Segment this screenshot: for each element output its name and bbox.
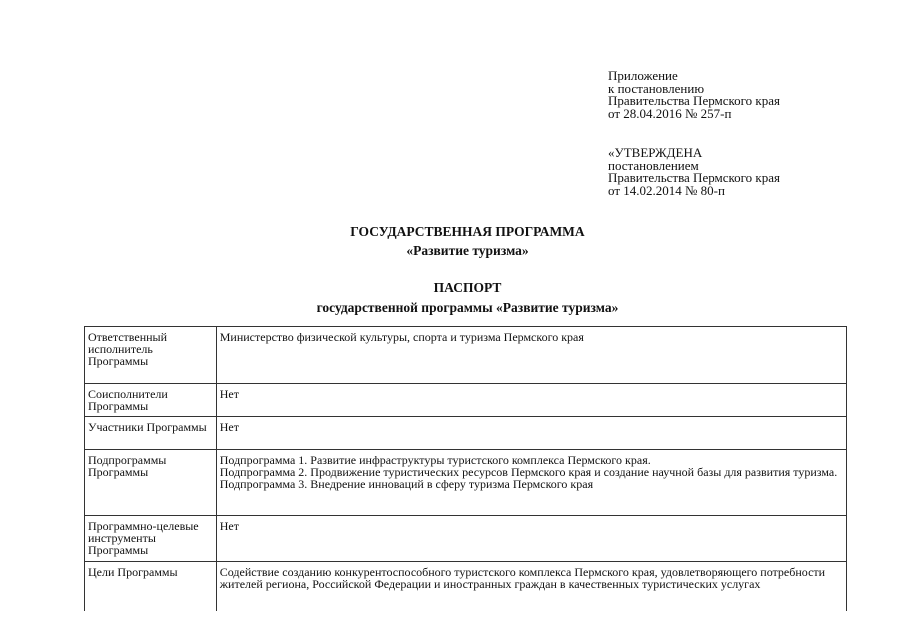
row-value-text: Нет — [219, 519, 239, 533]
appendix-line: Приложение — [608, 68, 678, 83]
appendix-line: от 28.04.2016 № 257-п — [608, 105, 732, 121]
row-label: Подпрограммы Программы — [85, 450, 217, 516]
row-label: Цели Программы — [85, 562, 217, 611]
row-value — [216, 384, 846, 417]
passport-heading: ПАСПОРТ — [433, 280, 502, 295]
row-value — [216, 327, 846, 384]
table-row — [85, 327, 847, 384]
appendix-block — [608, 70, 780, 120]
program-heading: ГОСУДАРСТВЕННАЯ ПРОГРАММА — [350, 224, 585, 239]
approval-line: от 14.02.2014 № 80-п — [608, 182, 725, 198]
table-row — [85, 450, 847, 516]
table-row — [85, 384, 847, 417]
passport-table — [84, 326, 847, 611]
approval-line: Правительства Пермского края — [608, 170, 780, 185]
row-label: Участники Программы — [85, 417, 217, 450]
row-value-text: Содействие созданию конкурентоспособного туристского комплекса Пермского края, удовлетворяющего потребности жителей региона, Российской Федерации и иностранных граждан в качественных туристических услугах — [219, 565, 826, 591]
row-value-text: Нет — [219, 420, 239, 434]
row-value — [216, 450, 846, 516]
table-row — [85, 417, 847, 450]
passport-subtitle: государственной программы «Развитие туризма» — [316, 300, 619, 315]
row-value — [216, 417, 846, 450]
table-row — [85, 562, 847, 611]
row-value-text: Нет — [219, 387, 239, 401]
row-label: Программно-целевые инструменты Программы — [85, 516, 217, 562]
appendix-line: Правительства Пермского края — [608, 93, 780, 108]
subprogram-item: Подпрограмма 1. Развитие инфраструктуры туристского комплекса Пермского края. — [219, 453, 651, 467]
subprogram-item: Подпрограмма 3. Внедрение инноваций в сферу туризма Пермского края — [219, 477, 594, 491]
row-value — [216, 516, 846, 562]
approval-line: «УТВЕРЖДЕНА — [608, 145, 703, 160]
appendix-line: к постановлению — [608, 80, 705, 96]
row-label: Ответственный исполнитель Программы — [85, 327, 217, 384]
table-row — [85, 516, 847, 562]
program-name: «Развитие туризма» — [406, 243, 529, 258]
approval-block — [608, 147, 780, 197]
approval-line: постановлением — [608, 157, 699, 173]
subprogram-item: Подпрограмма 2. Продвижение туристических ресурсов Пермского края и создание научной базы для развития туризма. — [219, 465, 838, 479]
row-label: Соисполнители Программы — [85, 384, 217, 417]
row-value — [216, 562, 846, 611]
row-value-text: Министерство физической культуры, спорта и туризма Пермского края — [219, 330, 584, 344]
